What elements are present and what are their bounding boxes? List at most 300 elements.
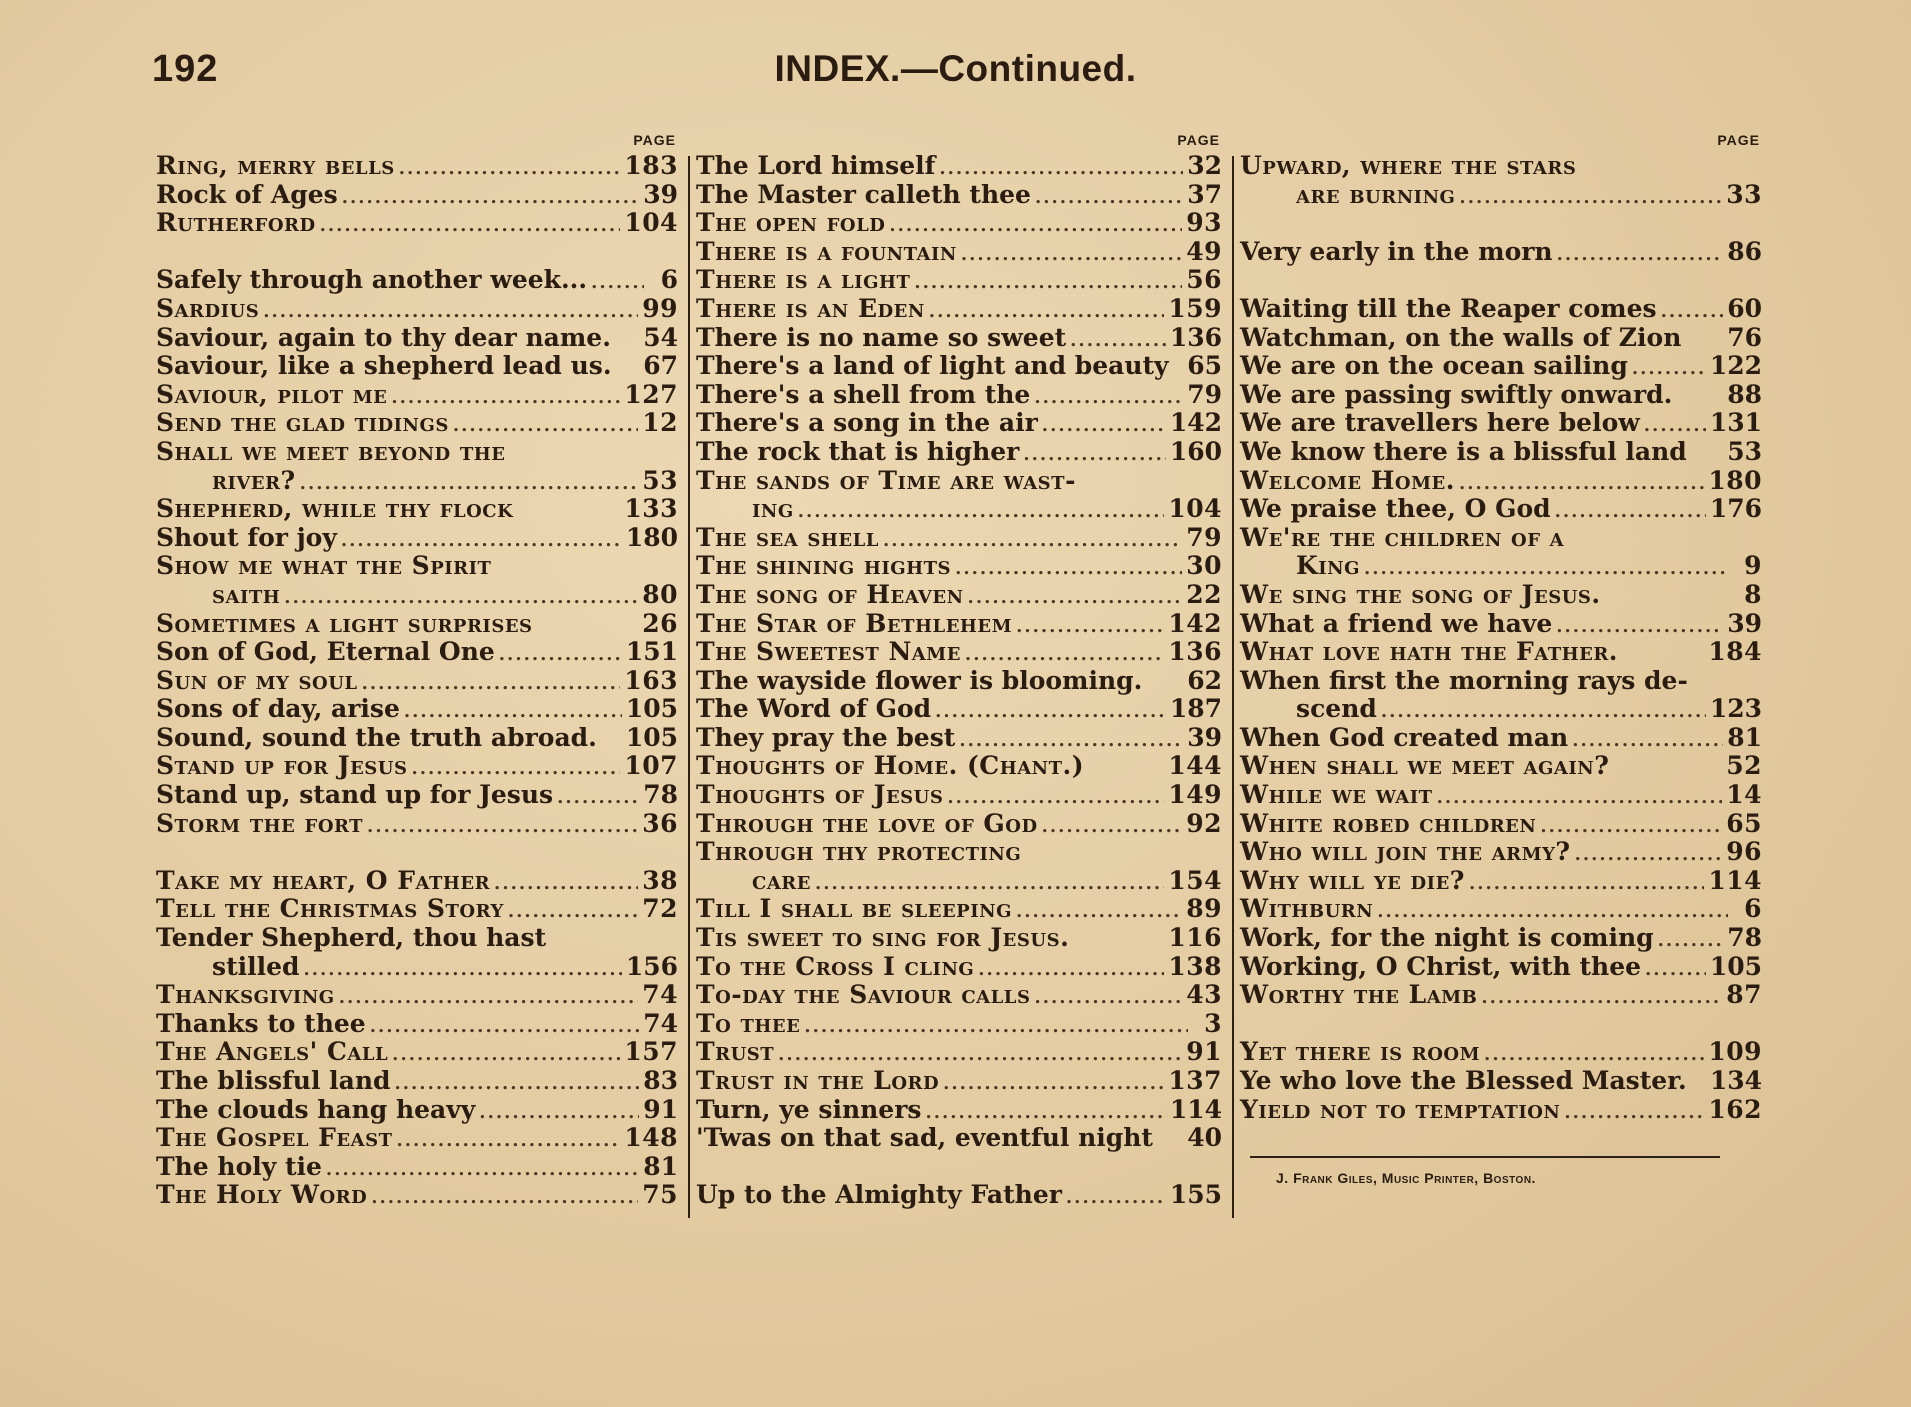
index-entry xyxy=(156,1067,678,1096)
page-ref: 39 xyxy=(1727,608,1762,638)
page-ref: 40 xyxy=(1187,1123,1222,1153)
index-entry xyxy=(696,867,1222,896)
hymn-title: There is no name so sweet xyxy=(696,322,1067,352)
index-entry xyxy=(156,752,678,781)
page-ref: 33 xyxy=(1726,179,1762,209)
index-entry xyxy=(156,409,678,438)
hymn-title: The holy tie xyxy=(156,1151,322,1181)
index-entry xyxy=(1240,1096,1762,1125)
page-ref: 39 xyxy=(1187,722,1222,752)
page-number: 192 xyxy=(152,48,219,90)
index-entry xyxy=(156,1038,678,1067)
index-entry xyxy=(1240,438,1762,467)
index-entry xyxy=(156,924,678,953)
index-entry xyxy=(156,324,678,353)
page-ref: 187 xyxy=(1169,694,1222,724)
index-entry xyxy=(696,352,1222,381)
page-ref: 56 xyxy=(1186,265,1222,295)
index-entry xyxy=(1240,895,1762,924)
hymn-title: While we wait xyxy=(1240,780,1433,810)
index-entry xyxy=(696,581,1222,610)
hymn-title: Ring, merry bells xyxy=(156,151,395,180)
hymn-title: Shall we meet beyond the xyxy=(156,436,506,466)
dot-leader xyxy=(804,1013,1188,1042)
page-ref: 78 xyxy=(1727,923,1762,953)
index-entry xyxy=(1240,667,1762,696)
index-entry xyxy=(696,238,1222,267)
page-ref: 79 xyxy=(1186,522,1222,552)
index-entry xyxy=(1240,238,1762,267)
hymn-title: What a friend we have xyxy=(1240,608,1553,638)
hymn-title: Tell the Christmas Story xyxy=(156,894,504,924)
dot-leader xyxy=(961,241,1182,270)
page-ref: 107 xyxy=(624,751,678,781)
index-entry xyxy=(696,1010,1222,1039)
index-entry xyxy=(156,953,678,982)
index-entry xyxy=(696,924,1222,953)
index-entry xyxy=(1240,610,1762,639)
index-entry xyxy=(1240,981,1762,1010)
index-column-3 xyxy=(1240,128,1762,1124)
page-ref: 91 xyxy=(1186,1037,1222,1067)
hymn-title: Sun of my soul xyxy=(156,665,358,695)
hymn-title: There is an Eden xyxy=(696,293,925,323)
hymn-title: The wayside flower is blooming. xyxy=(696,665,1143,695)
page-ref: 87 xyxy=(1726,980,1762,1010)
hymn-title: The Angels' Call xyxy=(156,1037,389,1067)
index-entry xyxy=(696,295,1222,324)
index-entry xyxy=(156,1153,678,1182)
dot-leader xyxy=(304,956,622,985)
index-entry xyxy=(696,409,1222,438)
hymn-title: The sea shell xyxy=(696,522,879,552)
page-label: PAGE xyxy=(633,132,676,148)
index-entry xyxy=(696,724,1222,753)
index-entry xyxy=(156,1181,678,1210)
page-ref: 134 xyxy=(1709,1066,1762,1095)
page-ref: 74 xyxy=(642,980,678,1010)
index-entry xyxy=(156,981,678,1010)
dot-leader xyxy=(1557,241,1724,270)
hymn-title: Till I shall be sleeping xyxy=(696,894,1012,924)
page-label: PAGE xyxy=(1717,132,1760,148)
index-entry xyxy=(1240,524,1762,553)
hymn-title: To the Cross I cling xyxy=(696,951,975,981)
hymn-title: The rock that is higher xyxy=(696,436,1020,466)
page-ref: 104 xyxy=(1168,494,1222,524)
hymn-title: Welcome Home. xyxy=(1240,465,1455,495)
hymn-title: Withburn xyxy=(1240,894,1374,924)
page-ref: 8 xyxy=(1744,579,1762,609)
hymn-title: river? xyxy=(212,465,296,495)
index-entry xyxy=(156,266,678,295)
page-ref: 122 xyxy=(1709,351,1762,381)
index-entry xyxy=(696,981,1222,1010)
page-ref: 127 xyxy=(624,379,678,409)
index-entry xyxy=(696,467,1222,496)
page-ref: 180 xyxy=(625,522,678,552)
index-entry xyxy=(156,1010,678,1039)
hymn-title: Through thy protecting xyxy=(696,837,1022,867)
index-entry xyxy=(156,724,678,753)
index-entry xyxy=(156,352,678,381)
index-entry xyxy=(156,695,678,724)
hymn-title: Up to the Almighty Father xyxy=(696,1180,1062,1210)
dot-leader xyxy=(1016,613,1164,642)
hymn-title: Tis sweet to sing for Jesus. xyxy=(696,923,1070,953)
page-ref: 78 xyxy=(643,780,678,810)
index-entry xyxy=(156,895,678,924)
end-rule xyxy=(1250,1156,1720,1158)
hymn-title: When shall we meet again? xyxy=(1240,751,1610,781)
index-entry xyxy=(1240,781,1762,810)
index-entry xyxy=(696,1181,1222,1210)
page-ref: 142 xyxy=(1168,608,1222,638)
hymn-title: To thee xyxy=(696,1008,801,1038)
hymn-title: We're the children of a xyxy=(1240,522,1565,552)
hymn-title: Tender Shepherd, thou hast xyxy=(156,923,547,953)
spacer xyxy=(1240,209,1762,238)
page-ref: 53 xyxy=(642,465,678,495)
page-ref: 114 xyxy=(1169,1094,1222,1124)
page-ref: 137 xyxy=(1168,1066,1222,1095)
dot-leader xyxy=(399,155,621,184)
page-ref: 105 xyxy=(625,694,678,724)
page-label: PAGE xyxy=(1177,132,1220,148)
hymn-title: stilled xyxy=(212,951,300,981)
index-entry xyxy=(156,1124,678,1153)
dot-leader xyxy=(1042,412,1166,441)
spacer xyxy=(156,838,678,867)
dot-leader xyxy=(943,1070,1164,1099)
hymn-title: ing xyxy=(752,494,794,524)
index-entry xyxy=(1240,581,1762,610)
index-entry xyxy=(696,610,1222,639)
hymn-title: The clouds hang heavy xyxy=(156,1094,476,1124)
index-column-2 xyxy=(696,128,1222,1210)
page-ref: 176 xyxy=(1709,494,1762,524)
hymn-title: Stand up for Jesus xyxy=(156,751,408,781)
hymn-title: We are travellers here below xyxy=(1240,408,1640,438)
column-divider xyxy=(1232,156,1234,1218)
dot-leader xyxy=(1481,984,1722,1013)
dot-leader xyxy=(1034,984,1182,1013)
hymn-title: care xyxy=(752,865,811,895)
page-ref: 131 xyxy=(1709,408,1762,438)
dot-leader xyxy=(1469,870,1704,899)
hymn-title: There is a fountain xyxy=(696,236,957,266)
page-ref: 136 xyxy=(1169,322,1222,352)
page-ref: 52 xyxy=(1726,751,1762,781)
dot-leader xyxy=(591,269,644,298)
page-ref: 88 xyxy=(1727,379,1762,409)
index-column-1 xyxy=(156,128,678,1210)
spacer xyxy=(156,238,678,267)
hymn-title: 'Twas on that sad, eventful night xyxy=(696,1123,1153,1153)
page-ref: 92 xyxy=(1186,808,1222,838)
hymn-title: White robed children xyxy=(1240,808,1537,838)
dot-leader xyxy=(1645,956,1706,985)
hymn-title: Why will ye die? xyxy=(1240,865,1465,895)
hymn-title: What love hath the Father. xyxy=(1240,637,1619,667)
hymn-title: The shining hights xyxy=(696,551,952,581)
index-entry xyxy=(1240,867,1762,896)
page-ref: 149 xyxy=(1168,780,1222,810)
index-entry xyxy=(1240,1067,1762,1096)
page-ref: 123 xyxy=(1709,694,1762,724)
spacer xyxy=(1240,266,1762,295)
hymn-title: The Star of Bethlehem xyxy=(696,608,1013,638)
page-ref: 67 xyxy=(643,351,678,381)
page-ref: 80 xyxy=(642,579,678,609)
index-entry xyxy=(156,867,678,896)
page-ref: 22 xyxy=(1186,579,1222,609)
hymn-title: Stand up, stand up for Jesus xyxy=(156,780,554,810)
index-entry xyxy=(1240,152,1762,181)
page-ref: 3 xyxy=(1204,1008,1222,1038)
index-list xyxy=(696,152,1222,1210)
hymn-title: Thoughts of Home. (Chant.) xyxy=(696,751,1085,781)
hymn-title: The Word of God xyxy=(696,694,932,724)
index-entry xyxy=(696,552,1222,581)
hymn-title: Very early in the morn xyxy=(1240,236,1553,266)
hymn-title: Sound, sound the truth abroad. xyxy=(156,722,597,752)
page-ref: 151 xyxy=(625,637,678,667)
dot-leader xyxy=(1459,184,1722,213)
index-entry xyxy=(156,667,678,696)
hymn-title: King xyxy=(1296,551,1360,581)
index-entry xyxy=(696,324,1222,353)
hymn-title: Work, for the night is coming xyxy=(1240,923,1654,953)
hymn-title: Saviour, again to thy dear name. xyxy=(156,322,611,352)
index-entry xyxy=(696,1038,1222,1067)
page-ref: 38 xyxy=(642,865,678,895)
index-entry xyxy=(696,667,1222,696)
page-ref: 6 xyxy=(660,265,678,295)
page-ref: 136 xyxy=(1168,637,1222,667)
hymn-title: The Lord himself xyxy=(696,151,936,180)
page-ref: 155 xyxy=(1169,1180,1222,1210)
index-entry xyxy=(156,552,678,581)
index-entry xyxy=(156,209,678,238)
page-title: INDEX.—Continued. xyxy=(774,48,1137,89)
dot-leader xyxy=(1042,813,1183,842)
index-entry xyxy=(1240,638,1762,667)
page-ref: 104 xyxy=(624,208,678,238)
page-ref: 138 xyxy=(1168,951,1222,981)
index-entry xyxy=(1240,467,1762,496)
hymn-title: There's a land of light and beauty xyxy=(696,351,1169,381)
page-ref: 83 xyxy=(643,1066,678,1095)
dot-leader xyxy=(935,698,1166,727)
hymn-title: There's a song in the air xyxy=(696,408,1038,438)
hymn-title: Sardius xyxy=(156,293,260,323)
dot-leader xyxy=(1034,384,1183,413)
page-ref: 144 xyxy=(1168,751,1222,781)
index-entry xyxy=(696,495,1222,524)
page-ref: 36 xyxy=(642,808,678,838)
hymn-title: The Master calleth thee xyxy=(696,179,1031,209)
page-ref: 65 xyxy=(1726,808,1762,838)
page-ref: 156 xyxy=(625,951,678,981)
dot-leader xyxy=(342,184,640,213)
page-ref: 76 xyxy=(1727,322,1762,352)
hymn-title: When first the morning rays de- xyxy=(1240,665,1688,695)
page-ref: 74 xyxy=(643,1008,678,1038)
hymn-title: Rutherford xyxy=(156,208,316,238)
page-ref: 30 xyxy=(1186,551,1222,581)
hymn-title: Thanks to thee xyxy=(156,1008,366,1038)
dot-leader xyxy=(339,984,639,1013)
index-entry xyxy=(1240,953,1762,982)
index-entry xyxy=(156,524,678,553)
index-entry xyxy=(696,152,1222,181)
index-entry xyxy=(156,152,678,181)
page-ref: 154 xyxy=(1168,865,1222,895)
dot-leader xyxy=(494,870,638,899)
dot-leader xyxy=(371,1184,638,1213)
index-entry xyxy=(156,638,678,667)
index-entry xyxy=(1240,1038,1762,1067)
page-ref: 93 xyxy=(1186,208,1222,238)
page-ref: 62 xyxy=(1187,665,1222,695)
index-entry xyxy=(1240,352,1762,381)
dot-leader xyxy=(557,784,639,813)
hymn-title: They pray the best xyxy=(696,722,956,752)
index-entry xyxy=(156,495,678,524)
dot-leader xyxy=(392,1041,620,1070)
page-ref: 37 xyxy=(1187,179,1222,209)
hymn-title: We sing the song of Jesus. xyxy=(1240,579,1601,609)
hymn-title: When God created man xyxy=(1240,722,1569,752)
page-ref: 157 xyxy=(624,1037,678,1067)
hymn-title: Send the glad tidings xyxy=(156,408,449,438)
page-ref: 60 xyxy=(1727,293,1762,323)
hymn-title: Trust xyxy=(696,1037,775,1067)
index-entry xyxy=(156,381,678,410)
index-entry xyxy=(1240,409,1762,438)
page-ref: 163 xyxy=(624,665,678,695)
page-ref: 49 xyxy=(1186,236,1222,266)
index-entry xyxy=(696,438,1222,467)
index-entry xyxy=(156,610,678,639)
page-ref: 75 xyxy=(642,1180,678,1210)
page-ref: 96 xyxy=(1726,837,1762,867)
hymn-title: Who will join the army? xyxy=(1240,837,1571,867)
hymn-title: We are passing swiftly onward. xyxy=(1240,379,1673,409)
hymn-title: The sands of Time are wast- xyxy=(696,465,1076,495)
dot-leader xyxy=(370,1013,639,1042)
dot-leader xyxy=(479,1099,639,1128)
page-ref: 14 xyxy=(1726,780,1762,810)
dot-leader xyxy=(397,1127,621,1156)
dot-leader xyxy=(1066,1184,1166,1213)
page-ref: 148 xyxy=(624,1123,678,1153)
index-entry xyxy=(696,1096,1222,1125)
hymn-title: Sons of day, arise xyxy=(156,694,400,724)
index-entry xyxy=(696,1067,1222,1096)
index-entry xyxy=(156,1096,678,1125)
hymn-title: Take my heart, O Father xyxy=(156,865,491,895)
page-ref: 72 xyxy=(642,894,678,924)
hymn-title: Through the love of God xyxy=(696,808,1038,838)
page-ref: 159 xyxy=(1168,293,1222,323)
spacer xyxy=(1240,1010,1762,1039)
dot-leader xyxy=(1564,1099,1704,1128)
dot-leader xyxy=(320,212,621,241)
page-ref: 81 xyxy=(643,1151,678,1181)
index-entry xyxy=(696,752,1222,781)
index-entry xyxy=(696,781,1222,810)
page-ref: 160 xyxy=(1169,436,1222,466)
page-ref: 9 xyxy=(1744,551,1762,581)
hymn-title: The song of Heaven xyxy=(696,579,964,609)
index-entry xyxy=(156,181,678,210)
page-ref: 116 xyxy=(1168,923,1222,953)
index-entry xyxy=(1240,324,1762,353)
index-entry xyxy=(696,810,1222,839)
index-entry xyxy=(696,953,1222,982)
dot-leader xyxy=(362,670,621,699)
hymn-title: Watchman, on the walls of Zion xyxy=(1240,322,1682,352)
index-entry xyxy=(696,266,1222,295)
hymn-title: We are on the ocean sailing xyxy=(1240,351,1628,381)
hymn-title: Show me what the Spirit xyxy=(156,551,492,581)
printer-imprint: J. Frank Giles, Music Printer, Boston. xyxy=(1276,1170,1536,1186)
hymn-title: Thanksgiving xyxy=(156,980,335,1010)
page-ref: 180 xyxy=(1708,465,1762,495)
page-ref: 142 xyxy=(1169,408,1222,438)
hymn-title: Yield not to temptation xyxy=(1240,1094,1561,1124)
hymn-title: Yet there is room xyxy=(1240,1037,1481,1067)
index-entry xyxy=(1240,381,1762,410)
index-entry xyxy=(156,581,678,610)
hymn-title: Safely through another week... xyxy=(156,265,588,295)
page-ref: 133 xyxy=(624,494,678,524)
hymn-title: are burning xyxy=(1296,179,1456,209)
dot-leader xyxy=(326,1156,639,1185)
hymn-title: We praise thee, O God xyxy=(1240,494,1551,524)
page-ref: 54 xyxy=(643,322,678,352)
index-entry xyxy=(696,524,1222,553)
index-entry xyxy=(1240,924,1762,953)
index-list xyxy=(1240,152,1762,1124)
page-ref: 12 xyxy=(642,408,678,438)
hymn-title: The Holy Word xyxy=(156,1180,368,1210)
hymn-title: Trust in the Lord xyxy=(696,1066,940,1095)
hymn-title: The Sweetest Name xyxy=(696,637,961,667)
dot-leader xyxy=(1555,498,1706,527)
hymn-title: Working, O Christ, with thee xyxy=(1240,951,1642,981)
page-ref: 32 xyxy=(1187,151,1222,180)
hymn-title: To-day the Saviour calls xyxy=(696,980,1031,1010)
index-entry xyxy=(1240,495,1762,524)
page-ref: 43 xyxy=(1186,980,1222,1010)
page-ref: 79 xyxy=(1187,379,1222,409)
index-entry xyxy=(696,695,1222,724)
index-entry xyxy=(1240,810,1762,839)
hymn-title: Shout for joy xyxy=(156,522,337,552)
index-entry xyxy=(1240,695,1762,724)
dot-leader xyxy=(955,555,1182,584)
index-entry xyxy=(1240,181,1762,210)
index-entry xyxy=(156,781,678,810)
page-ref: 6 xyxy=(1744,894,1762,924)
page-ref: 105 xyxy=(1709,951,1762,981)
hymn-title: There's a shell from the xyxy=(696,379,1031,409)
page-ref: 26 xyxy=(642,608,678,638)
hymn-title: We know there is a blissful land xyxy=(1240,436,1687,466)
